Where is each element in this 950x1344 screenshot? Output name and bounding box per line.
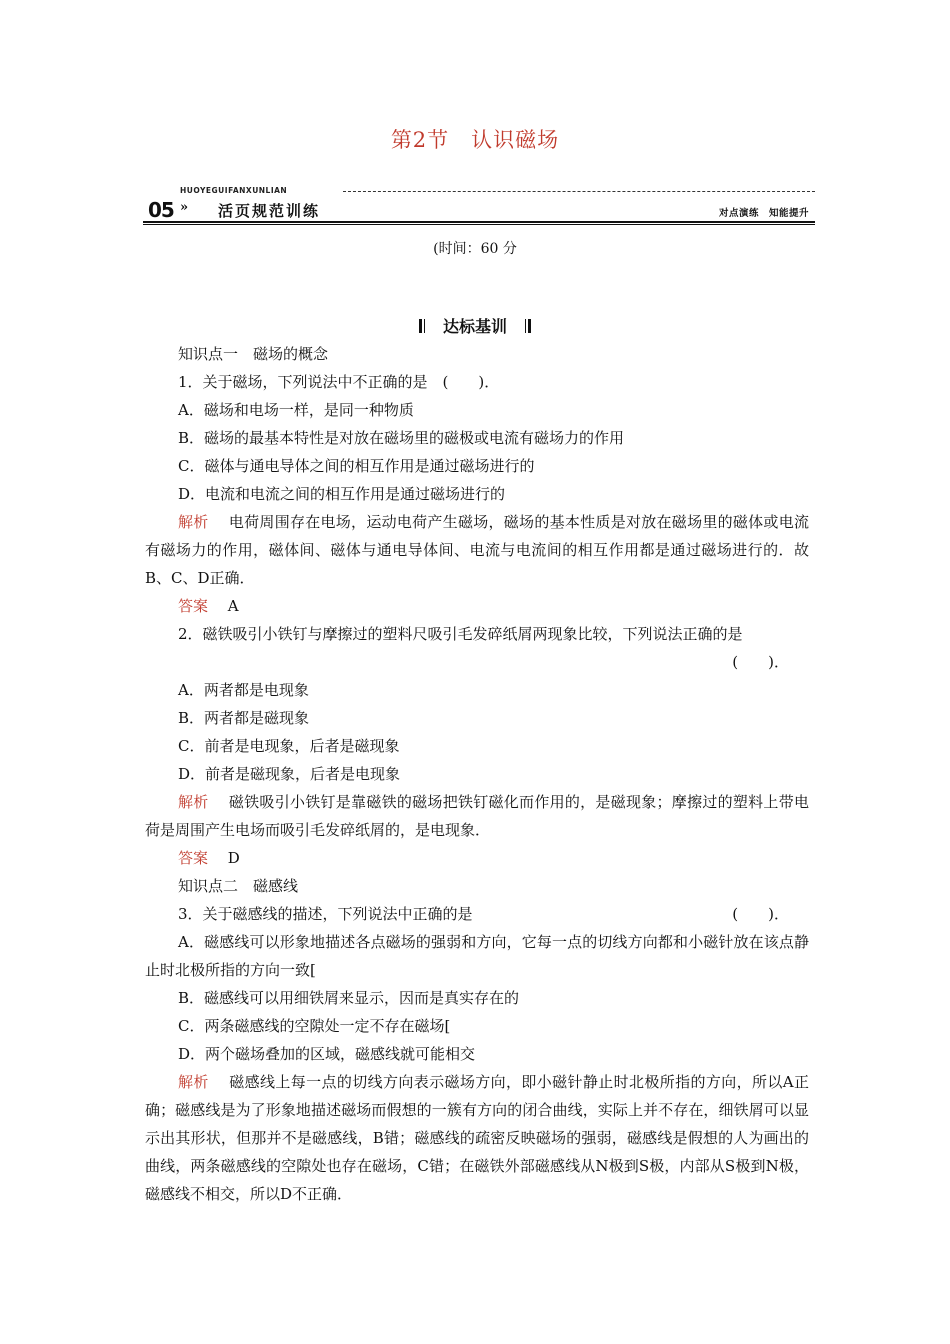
question-stem-row xyxy=(145,900,809,928)
analysis-paragraph xyxy=(145,1068,809,1208)
option: A．两者都是电现象 xyxy=(178,681,309,699)
banner-subtitle: HUOYEGUIFANXUNLIAN xyxy=(180,186,288,195)
option: B．磁感线可以用细铁屑来显示，因而是真实存在的 xyxy=(178,989,520,1007)
chevron-icon: » xyxy=(180,200,189,215)
section-heading-text: 达标基训 xyxy=(442,317,507,336)
heading-bar-icon xyxy=(528,319,531,333)
analysis-text: 磁感线上每一点的切线方向表示磁场方向，即小磁针静止时北极所指的方向，所以A正确；磁感线是为了形象地描述磁场而假想的一簇有方向的闭合曲线，实际上并不存在，细铁屑可以显示出其形状，但那并不是磁感线，B错；磁感线的疏密反映磁场的强弱，磁感线是假想的人为画出的曲线，两条磁感线的空隙处也存在磁场，C错；在磁铁外部磁感线从N极到S极，内部从S极到N极，磁感线不相交，所以D不正确． xyxy=(145,1073,809,1203)
knowledge-point-heading: 知识点二 磁感线 xyxy=(178,877,299,895)
analysis-paragraph xyxy=(145,788,809,844)
banner-dashed-line xyxy=(343,191,815,192)
option: C．磁体与通电导体之间的相互作用是通过磁场进行的 xyxy=(178,457,535,475)
option: D．前者是磁现象，后者是电现象 xyxy=(178,765,401,783)
banner-rule-thick xyxy=(143,221,815,223)
question-content xyxy=(145,340,809,1208)
question-stem: 2．磁铁吸引小铁钉与摩擦过的塑料尺吸引毛发碎纸屑两现象比较，下列说法正确的是 xyxy=(178,625,743,643)
page-title: 第2节 认识磁场 xyxy=(390,128,560,152)
answer-label: 答案 xyxy=(178,849,209,867)
option: B．磁场的最基本特性是对放在磁场里的磁极或电流有磁场力的作用 xyxy=(178,429,625,447)
analysis-text: 磁铁吸引小铁钉是靠磁铁的磁场把铁钉磁化而作用的，是磁现象；摩擦过的塑料上带电荷是周围产生电场而吸引毛发碎纸屑的，是电现象． xyxy=(145,793,809,839)
banner-number: 05 xyxy=(148,198,174,222)
knowledge-point-heading: 知识点一 磁场的概念 xyxy=(178,345,329,363)
answer-line xyxy=(145,592,809,620)
answer-value: D xyxy=(227,849,240,867)
heading-bar-icon xyxy=(419,319,422,333)
answer-line xyxy=(145,844,809,872)
analysis-label: 解析 xyxy=(178,793,209,811)
time-limit: (时间：60 分 xyxy=(433,241,517,257)
option: D．电流和电流之间的相互作用是通过磁场进行的 xyxy=(178,485,506,503)
analysis-label: 解析 xyxy=(178,513,209,531)
option: C．两条磁感线的空隙处一定不存在磁场[ xyxy=(178,1017,451,1035)
option: A．磁场和电场一样，是同一种物质 xyxy=(178,401,414,419)
answer-value: A xyxy=(227,597,239,615)
option: C．前者是电现象，后者是磁现象 xyxy=(178,737,400,755)
section-banner xyxy=(143,186,815,226)
banner-label: 活页规范训练 xyxy=(218,202,321,220)
analysis-label: 解析 xyxy=(178,1073,209,1091)
section-heading xyxy=(0,314,950,337)
answer-label: 答案 xyxy=(178,597,209,615)
option: B．两者都是磁现象 xyxy=(178,709,310,727)
heading-bar-icon xyxy=(525,319,526,333)
analysis-text: 电荷周围存在电场，运动电荷产生磁场，磁场的基本性质是对放在磁场里的磁体或电流有磁场力的作用，磁体间、磁体与通电导体间、电流与电流间的相互作用都是通过磁场进行的．故B、C、D正确． xyxy=(145,513,809,587)
heading-bar-icon xyxy=(424,319,425,333)
option: D．两个磁场叠加的区域，磁感线就可能相交 xyxy=(178,1045,476,1063)
banner-right-label: 对点演练 知能提升 xyxy=(718,208,809,219)
option: A．磁感线可以形象地描述各点磁场的强弱和方向，它每一点的切线方向都和小磁针放在该点静止时北极所指的方向一致[ xyxy=(145,933,809,979)
analysis-paragraph xyxy=(145,508,809,592)
answer-paren: ( )． xyxy=(732,653,789,671)
answer-paren: ( )． xyxy=(732,905,789,923)
banner-rule-thin xyxy=(143,224,815,225)
question-stem: 3．关于磁感线的描述，下列说法中正确的是 xyxy=(178,905,473,923)
question-stem: 1．关于磁场，下列说法中不正确的是 ( )． xyxy=(178,373,500,391)
